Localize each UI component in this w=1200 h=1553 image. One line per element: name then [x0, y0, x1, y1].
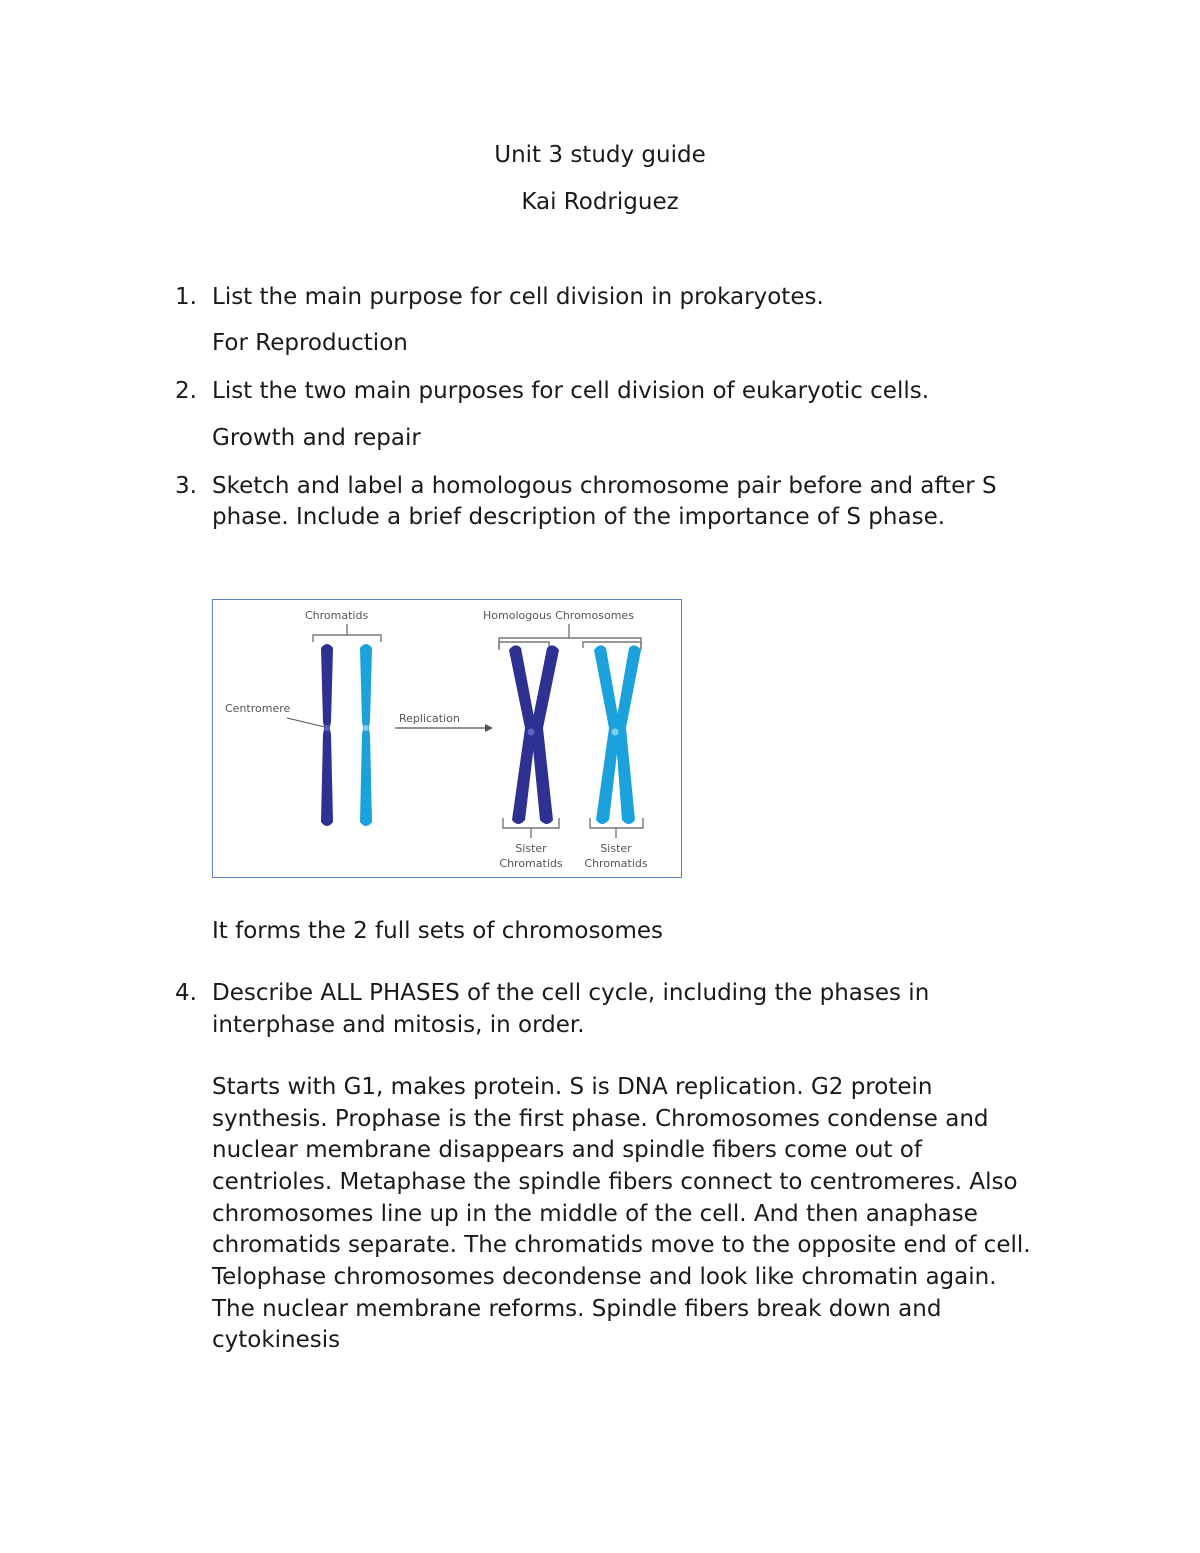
answer-text: It forms the 2 full sets of chromosomes — [212, 918, 664, 944]
answer-line: chromatids separate. The chromatids move to the opposite end of cell. — [212, 1232, 1031, 1258]
document-title: Unit 3 study guide — [494, 142, 706, 168]
question-number: 2. — [175, 378, 197, 404]
centromere-light-replicated — [612, 729, 619, 736]
sister-chromatids-label-right: Chromatids — [584, 857, 648, 870]
sister-label-right: Sister — [600, 842, 632, 855]
sister-label-left: Sister — [515, 842, 547, 855]
question-number: 3. — [175, 473, 197, 499]
centromere-light — [363, 725, 369, 731]
sister-chromatid — [615, 645, 641, 824]
question-prompt: interphase and mitosis, in order. — [212, 1012, 585, 1038]
answer-line: cytokinesis — [212, 1327, 341, 1353]
chromosome-light-unreplicated — [360, 644, 372, 826]
chromatids-bracket — [313, 624, 381, 642]
arrowhead-icon — [485, 724, 493, 732]
answer-line: The nuclear membrane reforms. Spindle fibers break down and — [212, 1296, 942, 1322]
question-prompt: List the two main purposes for cell division of eukaryotic cells. — [212, 378, 930, 404]
pair-bracket-left — [499, 642, 549, 648]
question-number: 4. — [175, 980, 197, 1006]
replicated-chromosome-dark — [509, 645, 559, 824]
answer-line: synthesis. Prophase is the first phase. Chromosomes condense and — [212, 1106, 989, 1132]
replication-label: Replication — [399, 712, 460, 725]
answer-line: nuclear membrane disappears and spindle fibers come out of — [212, 1137, 922, 1163]
answer-line: Telophase chromosomes decondense and look like chromatin again. — [212, 1264, 997, 1290]
centromere-pointer — [287, 718, 325, 727]
chromosome-dark-unreplicated — [321, 644, 333, 826]
answer-line: Starts with G1, makes protein. S is DNA replication. G2 protein — [212, 1074, 933, 1100]
homologous-bracket — [499, 624, 641, 650]
question-prompt: List the main purpose for cell division in prokaryotes. — [212, 284, 824, 310]
homologous-label: Homologous Chromosomes — [483, 609, 634, 622]
answer-text: For Reproduction — [212, 330, 408, 356]
question-prompt: Describe ALL PHASES of the cell cycle, including the phases in — [212, 980, 930, 1006]
centromere-label: Centromere — [225, 702, 291, 715]
answer-line: centrioles. Metaphase the spindle fibers connect to centromeres. Also — [212, 1169, 1018, 1195]
question-prompt: phase. Include a brief description of the importance of S phase. — [212, 504, 946, 530]
answer-text: Growth and repair — [212, 425, 421, 451]
replicated-chromosome-light — [594, 645, 641, 824]
sister-chromatid — [531, 645, 559, 824]
question-number: 1. — [175, 284, 197, 310]
centromere-dark — [324, 725, 330, 731]
chromosome-replication-figure — [212, 599, 682, 878]
chromosome-diagram — [213, 600, 680, 876]
chromatids-label: Chromatids — [305, 609, 369, 622]
sister-chromatids-label-left: Chromatids — [499, 857, 563, 870]
answer-line: chromosomes line up in the middle of the cell. And then anaphase — [212, 1201, 978, 1227]
question-prompt: Sketch and label a homologous chromosome pair before and after S — [212, 473, 997, 499]
centromere-dark-replicated — [528, 729, 535, 736]
author-name: Kai Rodriguez — [521, 189, 679, 215]
